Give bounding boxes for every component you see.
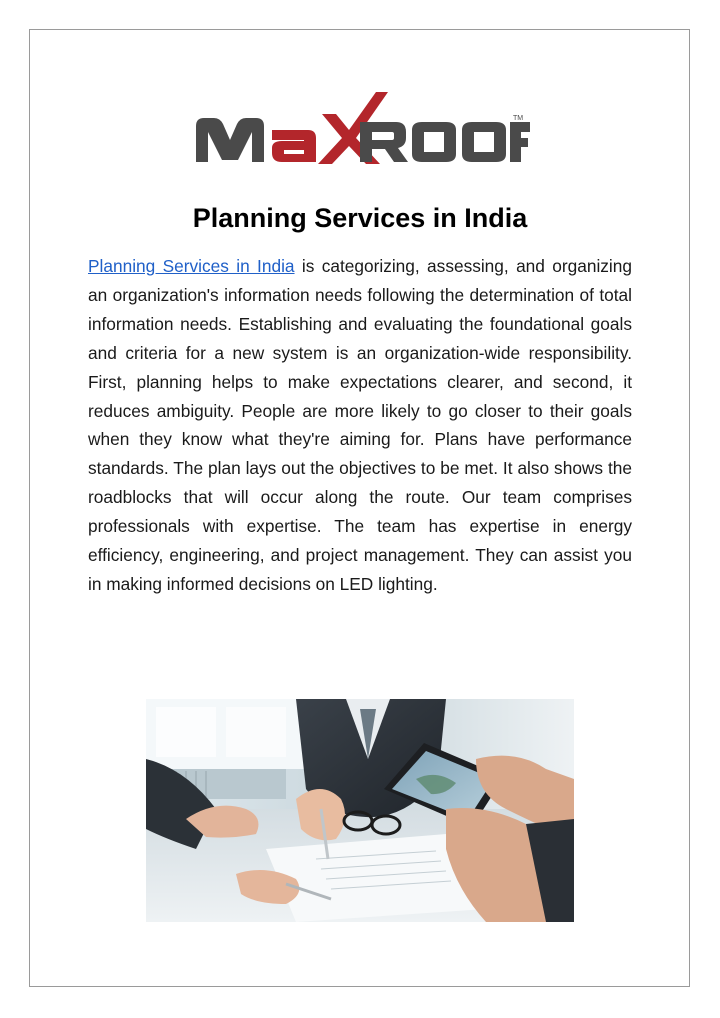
business-planning-photo [146, 699, 574, 922]
body-paragraph [88, 252, 632, 599]
maxroof-logo [190, 86, 530, 190]
planning-services-link[interactable]: Planning Services in India [88, 256, 295, 276]
svg-text:TM: TM [513, 115, 524, 122]
document-title: Planning Services in India [192, 203, 528, 233]
body-paragraph-text: is categorizing, assessing, and organizing an organization's information needs following the determination of total information needs. Establishing and evaluating the foundational goals and criteria for a new system is an organization-wide responsibility. First, planning helps to make expectations clearer, and second, it reduces ambiguity. People are more likely to go closer to their goals when they know what they're aiming for. Plans have performance standards. The plan lays out the objectives to be met. It also shows the roadblocks that will occur along the route. Our team comprises professionals with expertise. The team has expertise in energy efficiency, engineering, and project management. They can assist you in making informed decisions on LED lighting. [88, 256, 632, 594]
